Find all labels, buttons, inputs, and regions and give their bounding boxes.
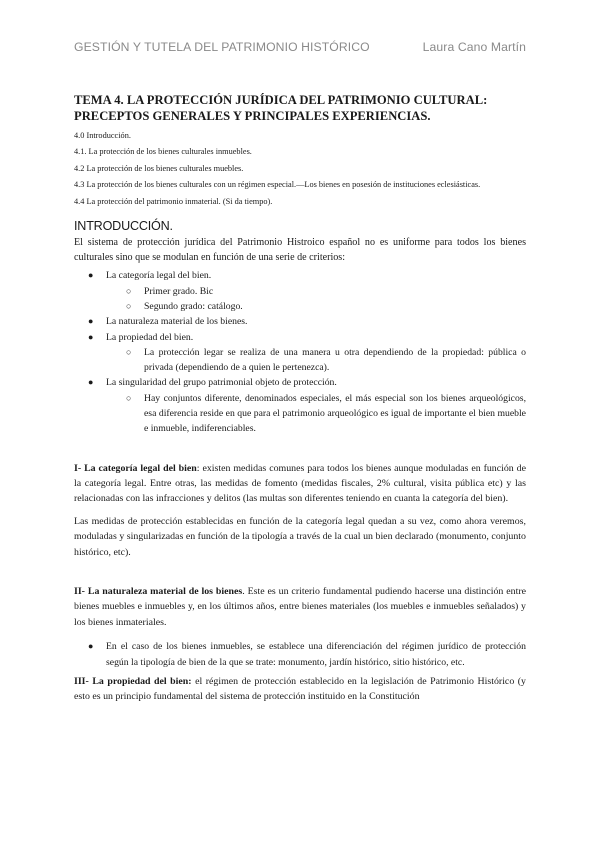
bullet-dot-icon: ● — [88, 316, 94, 327]
section-3-heading: III- La propiedad del bien: — [74, 675, 192, 687]
sub-list-item-text: La protección legar se realiza de una manera u otra dependiendo de la propiedad: pública o privada (dependiendo de a quien le pertenezca). — [144, 346, 526, 374]
section-1-paragraph — [74, 461, 526, 507]
sub-list-item-text: Hay conjuntos diferente, denominados especiales, el más especial son los bienes arqueológicos, esa diferencia reside en que para el patrimonio arqueológico es igual de importante el bien mueble e inmueble, indiferenciables. — [144, 392, 526, 435]
list-item — [74, 314, 526, 329]
document-body — [74, 92, 526, 705]
bullet-dot-icon: ● — [88, 331, 94, 342]
header-author: Laura Cano Martín — [422, 40, 526, 54]
sub-list-item-text: Primer grado. Bic — [144, 285, 214, 297]
bullet-circle-icon: ○ — [126, 285, 132, 296]
document-title — [74, 92, 526, 124]
toc-item: 4.4 La protección del patrimonio inmaterial. (Si da tiempo). — [74, 196, 273, 206]
sub-list — [106, 391, 526, 437]
sub-list-item — [106, 391, 526, 437]
list-item-text: La propiedad del bien. — [106, 331, 194, 343]
list-item-text: La naturaleza material de los bienes. — [106, 316, 248, 328]
list-item-text: La categoría legal del bien. — [106, 270, 212, 282]
page-header — [74, 40, 526, 60]
sub-list-item — [106, 299, 526, 314]
list-item-text: La singularidad del grupo patrimonial objeto de protección. — [106, 377, 337, 389]
section-2-paragraph — [74, 584, 526, 630]
bullet-circle-icon: ○ — [126, 346, 132, 357]
bullet-dot-icon: ● — [88, 377, 94, 388]
list-item — [74, 639, 526, 670]
section-2-heading: II- La naturaleza material de los bienes — [74, 586, 243, 598]
section-1-text: : existen medidas comunes para todos los bienes aunque moduladas en función de la categoría legal. Entre otras, las medidas de fomento (medidas fiscales, 2% cultural, visita pública etc) y las relacionadas con las infracciones y delitos (las multas son diferentes teniendo en cuanta la categoría del bien). — [74, 462, 527, 505]
section-2-list — [74, 639, 526, 670]
sub-list-item — [106, 284, 526, 299]
list-item-text: En el caso de los bienes inmuebles, se establece una diferenciación del régimen jurídico de protección según la tipología de bien de la que se trate: monumento, jardín histórico, sitio histórico, etc. — [106, 641, 526, 668]
bullet-dot-icon: ● — [88, 641, 94, 652]
section-1-paragraph-2: Las medidas de protección establecidas en función de la categoría legal quedan a su vez, como ahora veremos, moduladas y singularizadas en función de la tipología a través de la cual un bien declarado (monumento, conjunto histórico, etc). — [74, 515, 526, 558]
title-line-2: PRECEPTOS GENERALES Y PRINCIPALES EXPERIENCIAS. — [74, 109, 431, 123]
section-3-paragraph — [74, 674, 526, 705]
section-1-heading: I- La categoría legal del bien — [74, 462, 197, 474]
list-item — [74, 268, 526, 314]
toc-item: 4.2 La protección de los bienes culturales muebles. — [74, 163, 244, 173]
bullet-circle-icon: ○ — [126, 392, 132, 403]
sub-list-item — [106, 345, 526, 376]
intro-paragraph: El sistema de protección jurídica del Patrimonio Histroico español no es uniforme para todos los bienes culturales sino que se modulan en función de una serie de criterios: — [74, 236, 526, 263]
sub-list — [106, 345, 526, 376]
sub-list-item-text: Segundo grado: catálogo. — [144, 300, 243, 312]
section-2-text: . Este es un criterio fundamental pudiendo hacerse una distinción entre bienes muebles e inmuebles y, en los últimos años, entre bienes materiales (los muebles e inmuebles señalados) y los bienes inmateriales. — [74, 586, 526, 628]
bullet-dot-icon: ● — [88, 270, 94, 281]
criteria-list — [74, 268, 526, 436]
header-course-title: GESTIÓN Y TUTELA DEL PATRIMONIO HISTÓRICO — [74, 40, 370, 54]
toc-item: 4.0 Introducción. — [74, 131, 131, 140]
title-line-1: TEMA 4. LA PROTECCIÓN JURÍDICA DEL PATRIMONIO CULTURAL: — [74, 93, 488, 107]
list-item — [74, 330, 526, 376]
table-of-contents — [74, 130, 526, 207]
toc-item: 4.1. La protección de los bienes culturales inmuebles. — [74, 147, 252, 157]
bullet-circle-icon: ○ — [126, 300, 132, 311]
intro-heading: INTRODUCCIÓN. — [74, 218, 173, 233]
toc-item: 4.3 La protección de los bienes culturales con un régimen especial.—Los bienes en posesión de instituciones eclesiásticas. — [74, 180, 481, 190]
sub-list — [106, 284, 526, 315]
list-item — [74, 375, 526, 436]
section-3-text: el régimen de protección establecido en la legislación de Patrimonio Histórico (y esto es un principio fundamental del sistema de protección instituido en la Constitución — [74, 675, 526, 703]
